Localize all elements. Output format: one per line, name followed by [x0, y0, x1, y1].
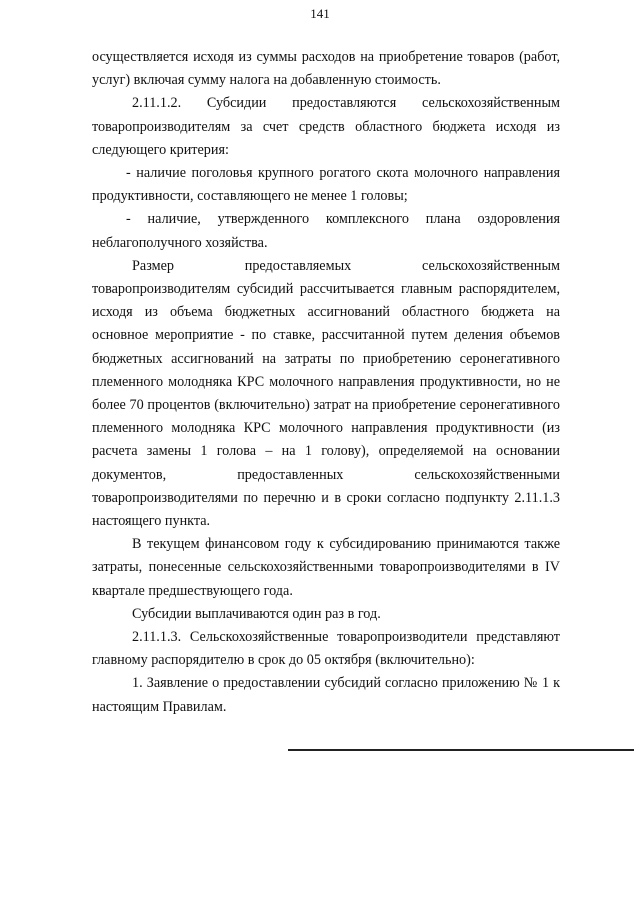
paragraph-continuation: осуществляется исходя из суммы расходов на приобретение товаров (работ, услуг) включая сумму налога на добавленную стоимость. [92, 49, 560, 89]
bullet-item-livestock: - наличие поголовья крупного рогатого скота молочного направления продуктивности, составляющего не менее 1 головы; [92, 165, 560, 205]
paragraph-payment-frequency: Субсидии выплачиваются один раз в год. [132, 605, 381, 622]
paragraph-current-year: В текущем финансовом году к субсидированию принимаются также затраты, понесенные сельскохозяйственными товаропроизводителями в IV квартале предшествующего года. [92, 536, 560, 599]
paragraph-application-item: 1. Заявление о предоставлении субсидий согласно приложению № 1 к настоящим Правилам. [92, 675, 560, 715]
bullet-item-health-plan: - наличие, утвержденного комплексного плана оздоровления неблагополучного хозяйства. [92, 211, 560, 251]
document-body [92, 46, 560, 719]
paragraph-clause-2-11-1-3: 2.11.1.3. Сельскохозяйственные товаропроизводители представляют главному распорядителю в срок до 05 октября (включительно): [92, 629, 560, 669]
paragraph-clause-2-11-1-2: 2.11.1.2. Субсидии предоставляются сельскохозяйственным товаропроизводителям за счет средств областного бюджета исходя из следующего критерия: [92, 95, 560, 158]
page-number: 141 [310, 6, 330, 21]
footer-rule [288, 749, 634, 751]
paragraph-subsidy-size: Размер предоставляемых сельскохозяйственным товаропроизводителям субсидий рассчитывается главным распорядителем, исходя из объема бюджетных ассигнований областного бюджета на основное мероприятие - по ставке, рассчитанной путем деления объемов бюджетных ассигнований на затраты по приобретению серонегативного племенного молодняка КРС молочного направления продуктивности, но не более 70 процентов (включительно) затрат на приобретение серонегативного племенного молодняка КРС молочного направления продуктивности (из расчета замены 1 голова – на 1 голову), определяемой на основании документов, предоставленных сельскохозяйственными товаропроизводителями по перечню и в сроки согласно подпункту 2.11.1.3 настоящего пункта. [92, 257, 560, 530]
